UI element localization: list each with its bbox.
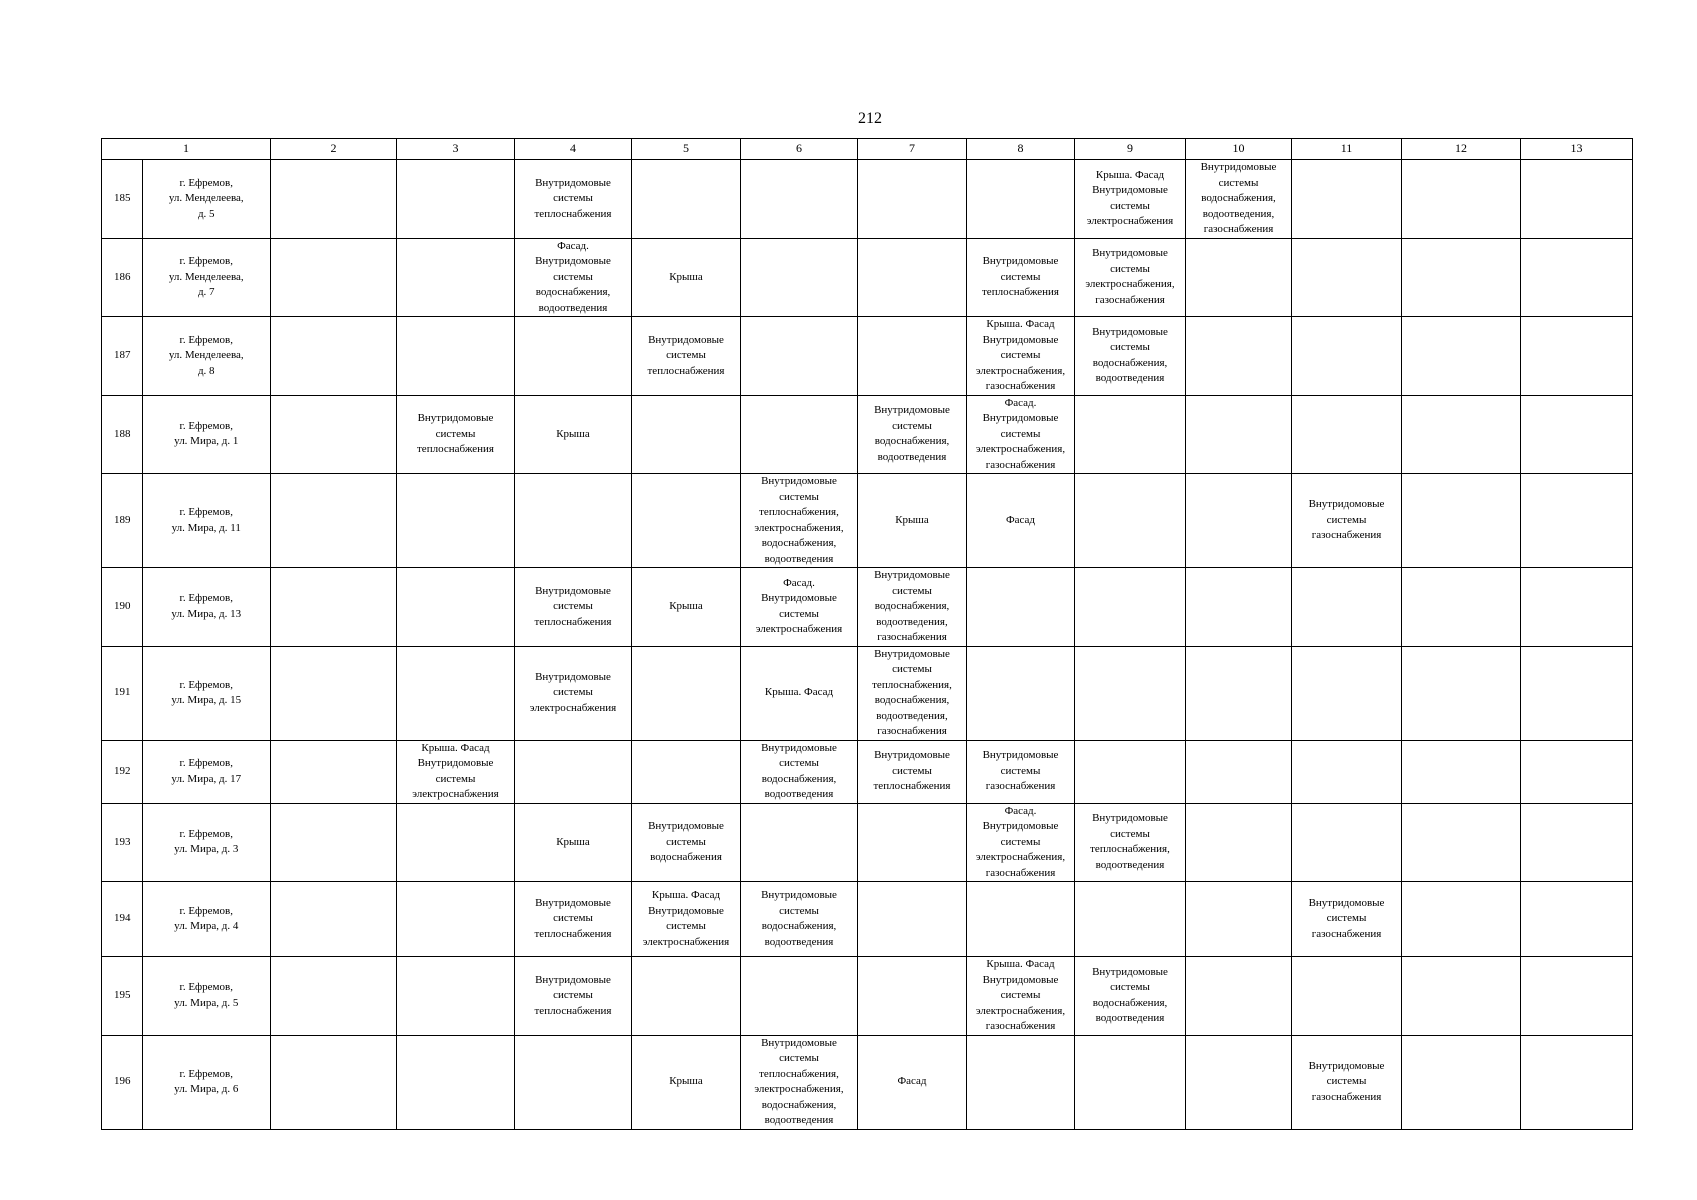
work-description: Фасад. Внутридомовые системы электроснабжения, газоснабжения — [975, 804, 1066, 879]
work-cell-col-3 — [397, 740, 515, 803]
work-cell-col-4 — [515, 160, 632, 239]
work-description: Крыша. Фасад Внутридомовые системы электроснабжения, газоснабжения — [975, 318, 1066, 392]
work-cell-col-2 — [271, 395, 397, 474]
work-description: Внутридомовые системы водоснабжения, водоотведения — [874, 404, 950, 463]
address-text: г. Ефремов, ул. Менделеева, д. 8 — [168, 333, 244, 377]
work-cell-col-2 — [271, 568, 397, 647]
work-cell-col-11 — [1292, 568, 1402, 647]
work-cell-col-11 — [1292, 646, 1402, 740]
column-header: 4 — [515, 139, 632, 160]
work-cell-col-7 — [858, 646, 967, 740]
work-cell-col-10 — [1186, 238, 1292, 317]
work-description: Внутридомовые системы газоснабжения — [1308, 1059, 1385, 1103]
table-row — [102, 957, 1633, 1036]
work-cell-col-3 — [397, 238, 515, 317]
work-cell-col-5 — [632, 646, 741, 740]
work-cell-col-2 — [271, 740, 397, 803]
work-description: Внутридомовые системы водоснабжения — [648, 820, 724, 863]
work-cell-col-13 — [1521, 317, 1633, 396]
table-row — [102, 238, 1633, 317]
work-cell-col-8 — [967, 395, 1075, 474]
row-number: 195 — [102, 957, 143, 1036]
address-cell — [143, 568, 271, 647]
work-cell-col-8 — [967, 1035, 1075, 1129]
address-text: г. Ефремов, ул. Мира, д. 17 — [171, 757, 242, 785]
table-row — [102, 395, 1633, 474]
work-cell-col-11 — [1292, 317, 1402, 396]
table-row — [102, 740, 1633, 803]
row-number: 194 — [102, 882, 143, 957]
work-cell-col-3 — [397, 646, 515, 740]
work-cell-col-8 — [967, 238, 1075, 317]
work-description: Внутридомовые системы теплоснабжения — [534, 896, 612, 940]
work-cell-col-2 — [271, 238, 397, 317]
work-description: Фасад. Внутридомовые системы водоснабжения, водоотведения — [535, 239, 611, 314]
work-cell-col-10 — [1186, 957, 1292, 1036]
table-row — [102, 882, 1633, 957]
work-description: Внутридомовые системы теплоснабжения, электроснабжения, водоснабжения, водоотведения — [754, 1036, 844, 1126]
work-cell-col-2 — [271, 1035, 397, 1129]
table-row — [102, 803, 1633, 882]
work-cell-col-4 — [515, 238, 632, 317]
work-cell-col-9 — [1075, 1035, 1186, 1129]
work-description: Внутридомовые системы теплоснабжения, электроснабжения, водоснабжения, водоотведения — [754, 475, 844, 565]
address-cell — [143, 957, 271, 1036]
work-cell-col-13 — [1521, 803, 1633, 882]
work-cell-col-2 — [271, 803, 397, 882]
work-cell-col-6 — [741, 160, 858, 239]
work-cell-col-12 — [1402, 957, 1521, 1036]
work-cell-col-6 — [741, 646, 858, 740]
work-cell-col-11 — [1292, 395, 1402, 474]
work-cell-col-5 — [632, 160, 741, 239]
work-description: Крыша. Фасад Внутридомовые системы электроснабжения — [642, 889, 730, 948]
work-cell-col-6 — [741, 803, 858, 882]
work-cell-col-2 — [271, 646, 397, 740]
address-text: г. Ефремов, ул. Менделеева, д. 5 — [168, 176, 244, 220]
work-cell-col-6 — [741, 882, 858, 957]
work-cell-col-13 — [1521, 957, 1633, 1036]
work-cell-col-4 — [515, 740, 632, 803]
work-cell-col-9 — [1075, 803, 1186, 882]
row-number: 185 — [102, 160, 143, 239]
address-cell — [143, 238, 271, 317]
work-cell-col-3 — [397, 474, 515, 568]
work-cell-col-10 — [1186, 395, 1292, 474]
work-cell-col-10 — [1186, 568, 1292, 647]
work-cell-col-9 — [1075, 160, 1186, 239]
table-row — [102, 1035, 1633, 1129]
work-cell-col-4 — [515, 957, 632, 1036]
work-cell-col-11 — [1292, 238, 1402, 317]
work-cell-col-7 — [858, 160, 967, 239]
work-cell-col-7 — [858, 1035, 967, 1129]
work-description: Крыша — [556, 427, 590, 440]
address-cell — [143, 474, 271, 568]
work-cell-col-5 — [632, 395, 741, 474]
work-cell-col-10 — [1186, 160, 1292, 239]
work-description: Крыша. Фасад — [764, 686, 834, 699]
work-cell-col-8 — [967, 568, 1075, 647]
work-cell-col-11 — [1292, 160, 1402, 239]
work-cell-col-4 — [515, 317, 632, 396]
work-cell-col-5 — [632, 740, 741, 803]
work-description: Внутридомовые системы водоснабжения, водоотведения, газоснабжения — [874, 569, 950, 643]
address-text: г. Ефремов, ул. Мира, д. 11 — [171, 506, 241, 534]
column-header: 9 — [1075, 139, 1186, 160]
work-cell-col-5 — [632, 317, 741, 396]
work-cell-col-2 — [271, 317, 397, 396]
work-cell-col-5 — [632, 1035, 741, 1129]
work-cell-col-6 — [741, 1035, 858, 1129]
work-cell-col-13 — [1521, 882, 1633, 957]
work-description: Крыша. Фасад Внутридомовые системы электроснабжения, газоснабжения — [975, 958, 1066, 1032]
work-cell-col-8 — [967, 317, 1075, 396]
work-description: Внутридомовые системы газоснабжения — [1308, 896, 1385, 940]
work-cell-col-13 — [1521, 646, 1633, 740]
row-number: 188 — [102, 395, 143, 474]
work-cell-col-13 — [1521, 474, 1633, 568]
work-cell-col-10 — [1186, 803, 1292, 882]
work-cell-col-9 — [1075, 395, 1186, 474]
work-cell-col-10 — [1186, 474, 1292, 568]
work-cell-col-2 — [271, 160, 397, 239]
work-description: Крыша — [895, 513, 929, 526]
work-cell-col-6 — [741, 957, 858, 1036]
row-number: 189 — [102, 474, 143, 568]
column-header: 1 — [102, 139, 271, 160]
work-description: Внутридомовые системы теплоснабжения — [534, 176, 612, 220]
work-cell-col-8 — [967, 160, 1075, 239]
work-cell-col-5 — [632, 882, 741, 957]
table-row — [102, 474, 1633, 568]
work-cell-col-7 — [858, 957, 967, 1036]
row-number: 193 — [102, 803, 143, 882]
work-cell-col-5 — [632, 238, 741, 317]
work-cell-col-6 — [741, 568, 858, 647]
work-cell-col-8 — [967, 957, 1075, 1036]
work-description: Внутридомовые системы теплоснабжения — [873, 749, 951, 793]
work-cell-col-10 — [1186, 646, 1292, 740]
table-row — [102, 317, 1633, 396]
work-cell-col-13 — [1521, 568, 1633, 647]
work-cell-col-12 — [1402, 646, 1521, 740]
work-cell-col-11 — [1292, 1035, 1402, 1129]
work-cell-col-5 — [632, 803, 741, 882]
work-description: Внутридомовые системы теплоснабжения — [534, 973, 612, 1017]
work-cell-col-13 — [1521, 395, 1633, 474]
work-cell-col-4 — [515, 568, 632, 647]
address-cell — [143, 395, 271, 474]
address-text: г. Ефремов, ул. Мира, д. 3 — [174, 827, 239, 856]
work-cell-col-6 — [741, 238, 858, 317]
work-cell-col-11 — [1292, 803, 1402, 882]
address-text: г. Ефремов, ул. Мира, д. 5 — [174, 981, 239, 1009]
row-number: 187 — [102, 317, 143, 396]
work-cell-col-13 — [1521, 238, 1633, 317]
work-cell-col-9 — [1075, 957, 1186, 1036]
work-cell-col-8 — [967, 474, 1075, 568]
work-cell-col-9 — [1075, 317, 1186, 396]
work-description: Внутридомовые системы теплоснабжения — [534, 584, 612, 628]
work-description: Крыша. Фасад Внутридомовые системы электроснабжения — [412, 741, 499, 800]
column-header: 2 — [271, 139, 397, 160]
work-cell-col-8 — [967, 882, 1075, 957]
work-cell-col-10 — [1186, 882, 1292, 957]
work-cell-col-7 — [858, 395, 967, 474]
work-cell-col-4 — [515, 474, 632, 568]
work-cell-col-8 — [967, 803, 1075, 882]
address-text: г. Ефремов, ул. Мира, д. 1 — [174, 419, 239, 448]
work-cell-col-2 — [271, 474, 397, 568]
work-cell-col-3 — [397, 957, 515, 1036]
work-cell-col-8 — [967, 646, 1075, 740]
table-row — [102, 646, 1633, 740]
work-cell-col-11 — [1292, 957, 1402, 1036]
address-text: г. Ефремов, ул. Мира, д. 4 — [174, 904, 239, 932]
work-cell-col-3 — [397, 160, 515, 239]
work-cell-col-7 — [858, 882, 967, 957]
work-cell-col-6 — [741, 317, 858, 396]
address-cell — [143, 803, 271, 882]
work-description: Внутридомовые системы теплоснабжения, водоотведения — [1090, 812, 1170, 871]
work-description: Фасад. Внутридомовые системы электроснабжения — [755, 576, 843, 636]
work-cell-col-12 — [1402, 317, 1521, 396]
work-cell-col-11 — [1292, 740, 1402, 803]
row-number: 196 — [102, 1035, 143, 1129]
address-cell — [143, 160, 271, 239]
work-cell-col-12 — [1402, 1035, 1521, 1129]
work-cell-col-3 — [397, 568, 515, 647]
work-description: Внутридомовые системы теплоснабжения — [982, 255, 1059, 298]
column-header: 7 — [858, 139, 967, 160]
address-cell — [143, 646, 271, 740]
work-cell-col-7 — [858, 568, 967, 647]
table-body — [102, 160, 1633, 1130]
work-description: Фасад — [897, 1075, 927, 1088]
work-cell-col-8 — [967, 740, 1075, 803]
work-cell-col-9 — [1075, 882, 1186, 957]
work-cell-col-2 — [271, 957, 397, 1036]
work-description: Крыша — [669, 1075, 703, 1088]
work-cell-col-9 — [1075, 474, 1186, 568]
work-cell-col-4 — [515, 395, 632, 474]
work-cell-col-3 — [397, 1035, 515, 1129]
work-cell-col-10 — [1186, 740, 1292, 803]
work-description: Внутридомовые системы водоснабжения, водоотведения — [761, 889, 837, 948]
work-description: Внутридомовые системы газоснабжения — [982, 749, 1059, 793]
work-cell-col-3 — [397, 882, 515, 957]
work-cell-col-12 — [1402, 474, 1521, 568]
work-cell-col-7 — [858, 474, 967, 568]
work-cell-col-9 — [1075, 568, 1186, 647]
work-cell-col-12 — [1402, 882, 1521, 957]
work-cell-col-12 — [1402, 395, 1521, 474]
work-cell-col-13 — [1521, 740, 1633, 803]
work-cell-col-9 — [1075, 740, 1186, 803]
column-header: 10 — [1186, 139, 1292, 160]
column-header: 12 — [1402, 139, 1521, 160]
work-description: Внутридомовые системы электроснабжения, газоснабжения — [1085, 247, 1175, 306]
work-cell-col-10 — [1186, 317, 1292, 396]
column-header: 6 — [741, 139, 858, 160]
work-cell-col-11 — [1292, 474, 1402, 568]
work-description: Фасад — [1005, 513, 1036, 526]
work-description: Внутридомовые системы теплоснабжения, водоснабжения, водоотведения, газоснабжения — [872, 647, 952, 737]
work-cell-col-4 — [515, 1035, 632, 1129]
work-description: Внутридомовые системы водоснабжения, водоотведения — [1092, 965, 1168, 1025]
work-cell-col-2 — [271, 882, 397, 957]
work-cell-col-10 — [1186, 1035, 1292, 1129]
column-header: 5 — [632, 139, 741, 160]
column-header: 3 — [397, 139, 515, 160]
row-number: 192 — [102, 740, 143, 803]
work-cell-col-7 — [858, 803, 967, 882]
work-description: Внутридомовые системы теплоснабжения — [417, 412, 494, 455]
work-cell-col-13 — [1521, 160, 1633, 239]
work-cell-col-12 — [1402, 160, 1521, 239]
work-cell-col-9 — [1075, 238, 1186, 317]
address-text: г. Ефремов, ул. Менделеева, д. 7 — [168, 255, 244, 298]
work-cell-col-5 — [632, 957, 741, 1036]
work-description: Внутридомовые системы водоснабжения, водоотведения — [761, 741, 837, 800]
work-cell-col-7 — [858, 317, 967, 396]
work-cell-col-12 — [1402, 740, 1521, 803]
work-cell-col-5 — [632, 474, 741, 568]
row-number: 191 — [102, 646, 143, 740]
work-cell-col-12 — [1402, 568, 1521, 647]
work-cell-col-4 — [515, 646, 632, 740]
row-number: 186 — [102, 238, 143, 317]
address-text: г. Ефремов, ул. Мира, д. 6 — [174, 1067, 239, 1095]
work-description: Крыша. Фасад Внутридомовые системы электроснабжения — [1086, 168, 1174, 228]
table-row — [102, 568, 1633, 647]
work-cell-col-6 — [741, 474, 858, 568]
work-cell-col-3 — [397, 395, 515, 474]
work-cell-col-5 — [632, 568, 741, 647]
header-row — [102, 139, 1633, 160]
column-header: 13 — [1521, 139, 1633, 160]
address-cell — [143, 740, 271, 803]
work-cell-col-11 — [1292, 882, 1402, 957]
work-cell-col-6 — [741, 395, 858, 474]
work-description: Крыша — [556, 835, 590, 848]
work-cell-col-6 — [741, 740, 858, 803]
work-description: Фасад. Внутридомовые системы электроснабжения, газоснабжения — [975, 396, 1066, 471]
work-cell-col-4 — [515, 882, 632, 957]
page-number: 212 — [858, 110, 882, 127]
column-header: 11 — [1292, 139, 1402, 160]
row-number: 190 — [102, 568, 143, 647]
work-description: Внутридомовые системы водоснабжения, водоотведения, газоснабжения — [1200, 161, 1277, 235]
column-header: 8 — [967, 139, 1075, 160]
work-description: Крыша — [669, 600, 703, 612]
work-cell-col-4 — [515, 803, 632, 882]
work-description: Внутридомовые системы электроснабжения — [529, 670, 617, 714]
address-cell — [143, 1035, 271, 1129]
work-description: Внутридомовые системы теплоснабжения — [647, 333, 725, 377]
address-cell — [143, 317, 271, 396]
work-cell-col-7 — [858, 238, 967, 317]
work-cell-col-9 — [1075, 646, 1186, 740]
repair-schedule-table — [101, 138, 1633, 1130]
work-cell-col-7 — [858, 740, 967, 803]
work-description: Внутридомовые системы водоснабжения, водоотведения — [1092, 325, 1168, 385]
address-text: г. Ефремов, ул. Мира, д. 15 — [171, 678, 242, 706]
work-cell-col-3 — [397, 803, 515, 882]
table-row — [102, 160, 1633, 239]
work-description: Внутридомовые системы газоснабжения — [1308, 498, 1385, 542]
work-cell-col-12 — [1402, 238, 1521, 317]
work-cell-col-12 — [1402, 803, 1521, 882]
work-cell-col-3 — [397, 317, 515, 396]
address-text: г. Ефремов, ул. Мира, д. 13 — [171, 592, 242, 620]
work-cell-col-13 — [1521, 1035, 1633, 1129]
work-description: Крыша — [669, 270, 703, 283]
address-cell — [143, 882, 271, 957]
